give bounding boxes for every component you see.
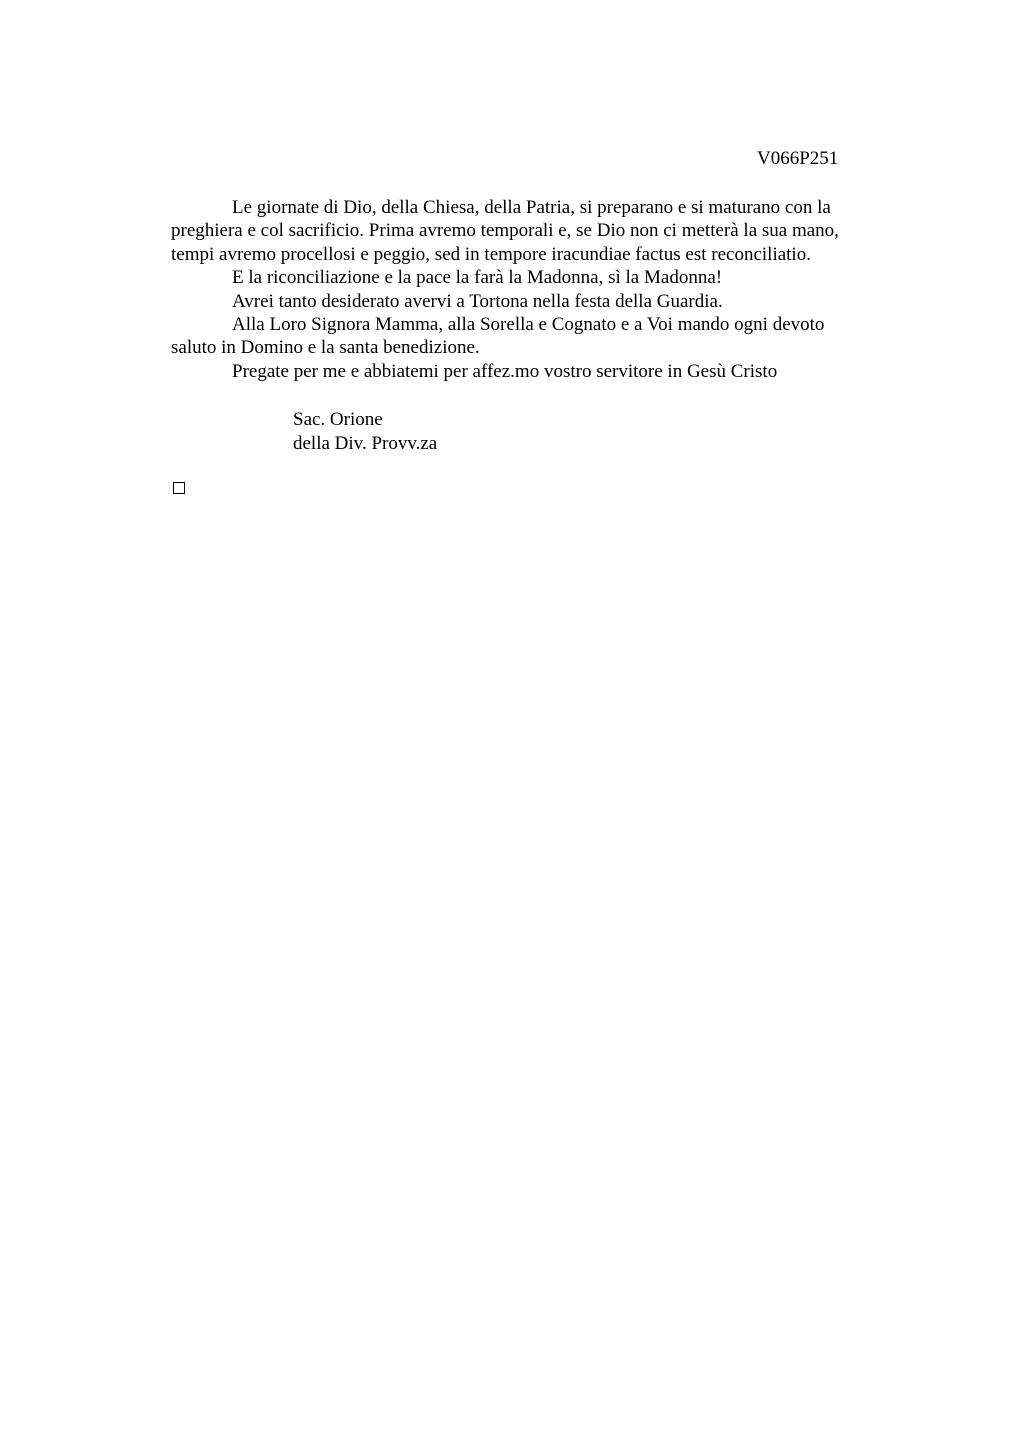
signature-block bbox=[293, 408, 437, 456]
paragraph-line: preghiera e col sacrificio. Prima avremo temporali e, se Dio non ci metterà la sua mano, bbox=[171, 220, 839, 242]
paragraph-3 bbox=[171, 290, 911, 313]
letter-body bbox=[171, 196, 911, 383]
square-marker-icon bbox=[173, 482, 185, 494]
paragraph-line: Alla Loro Signora Mamma, alla Sorella e Cognato e a Voi mando ogni devoto bbox=[232, 314, 825, 336]
signature-title: della Div. Provv.za bbox=[293, 433, 438, 454]
paragraph-line: saluto in Domino e la santa benedizione. bbox=[171, 337, 480, 359]
paragraph-line: Le giornate di Dio, della Chiesa, della Patria, si preparano e si maturano con la bbox=[232, 197, 831, 218]
paragraph-1 bbox=[171, 196, 911, 266]
paragraph-line: Pregate per me e abbiatemi per affez.mo vostro servitore in Gesù Cristo bbox=[232, 360, 778, 382]
page-code: V066P251 bbox=[757, 148, 839, 169]
signature-name: Sac. Orione bbox=[293, 409, 383, 430]
paragraph-line: tempi avremo procellosi e peggio, sed in tempore iracundiae factus est reconciliatio. bbox=[171, 243, 811, 265]
paragraph-line: Avrei tanto desiderato avervi a Tortona nella festa della Guardia. bbox=[232, 290, 723, 312]
paragraph-5 bbox=[171, 360, 911, 383]
paragraph-2 bbox=[171, 266, 911, 289]
paragraph-4 bbox=[171, 313, 911, 360]
paragraph-line: E la riconciliazione e la pace la farà la Madonna, sì la Madonna! bbox=[232, 267, 723, 289]
